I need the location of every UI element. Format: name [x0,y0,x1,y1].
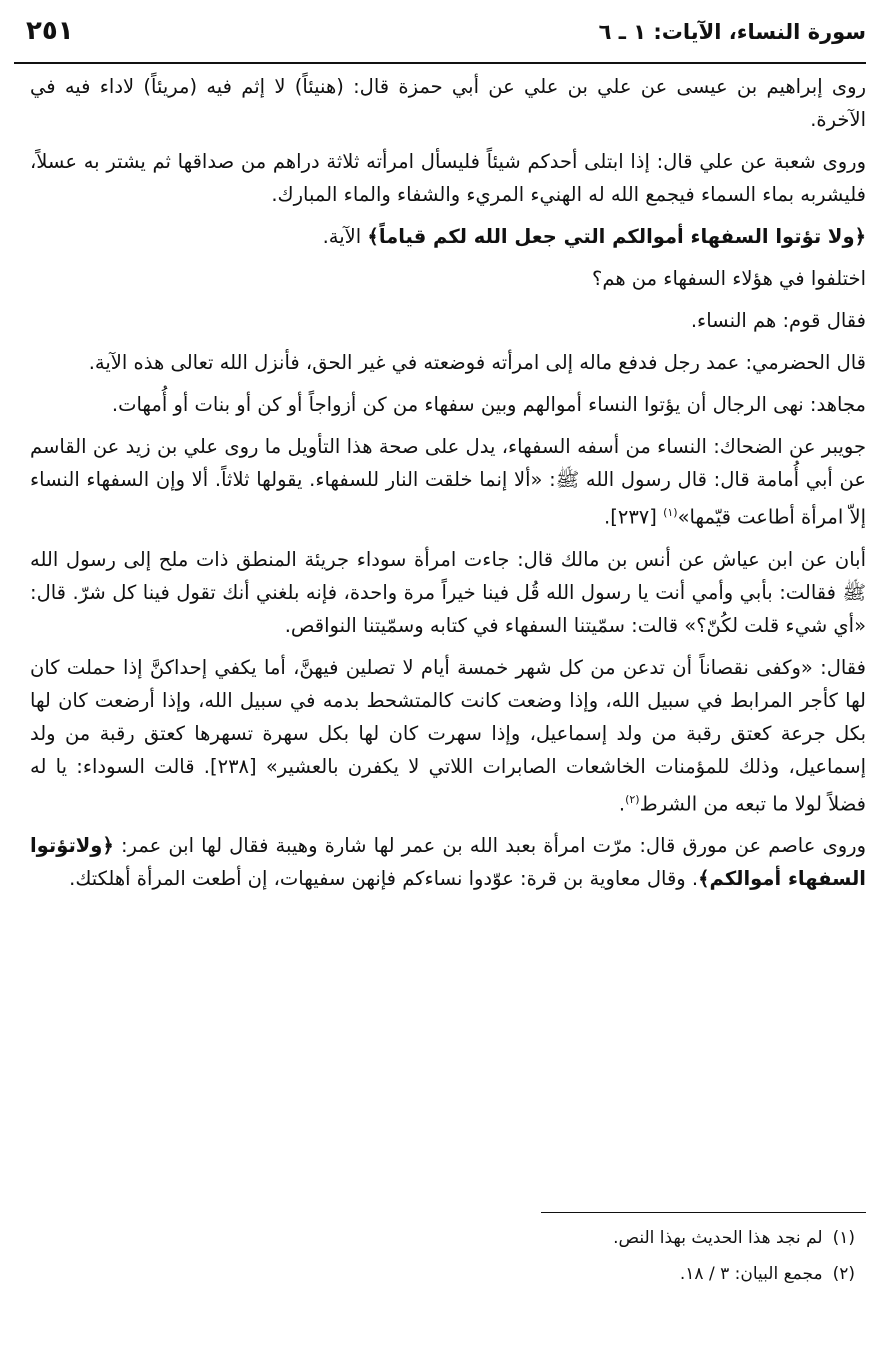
paragraph-text: . وقال معاوية بن قرة: عوّدوا نساءكم فإنهن سفيهات، إن أطعت المرأة أهلكتك. [69,867,699,890]
paragraph [30,543,866,642]
paragraph [30,145,866,211]
page-header [20,14,866,60]
quran-verse: ﴿ولا تؤتوا السفهاء أموالكم التي جعل الله لكم قياماً﴾ [367,225,866,248]
paragraph [30,262,866,295]
footnote-text: لم نجد هذا الحديث بهذا النص. [613,1228,823,1248]
footnote-number: (١) [832,1228,855,1248]
footnote-number: (٢) [832,1264,855,1284]
header-divider [14,62,866,64]
paragraph-text: وروى عاصم عن مورق قال: مرّت امرأة بعبد الله بن عمر لها شارة وهيبة فقال لها ابن عمر: [113,834,866,857]
paragraph [30,388,866,421]
paragraph-text: اختلفوا في هؤلاء السفهاء من هم؟ [592,267,866,290]
running-title: سورة النساء، الآيات: ١ ـ ٦ [598,20,866,44]
paragraph [30,220,866,253]
paragraph-text: وروى شعبة عن علي قال: إذا ابتلى أحدكم شيئاً فليسأل امرأته ثلاثة دراهم من صداقها ثم يشتر به عسلاً، فليشربه بماء السماء فيجمع الله له الهنيء المريء والشفاء والماء المبارك. [30,150,866,206]
paragraph [30,304,866,337]
paragraph-text: قال الحضرمي: عمد رجل فدفع ماله إلى امرأته فوضعته في غير الحق، فأنزل الله تعالى هذه الآية. [88,351,866,374]
footnote-text: مجمع البيان: ٣ / ١٨. [679,1264,823,1284]
paragraph [30,651,866,821]
main-text [30,70,866,904]
footnote-divider [541,1212,866,1213]
paragraph-text: أبان عن ابن عياش عن أنس بن مالك قال: جاءت امرأة سوداء جريئة المنطق ذات ملح إلى رسول الله ﷺ فقالت: بأبي وأمي أنت يا رسول الله قُل فينا خيراً مرة واحدة، فإنه بلغني أنك تقول فينا كل شرّ. قال: «أي شيء قلت لكُنّ؟» قالت: سمّيتنا السفهاء في كتابه وسمّيتنا النواقص. [30,547,866,637]
footnotes [35,1220,855,1292]
paragraph [30,346,866,379]
footnote-marker: (١) [663,506,678,519]
paragraph-text: فقال قوم: هم النساء. [690,309,866,332]
paragraph-text: [٢٣٧]. [604,505,664,529]
page-number: ٢٥١ [26,16,74,46]
footnote [35,1220,855,1256]
paragraph-text: . [618,792,626,815]
quran-verse: ﴿ولاتؤتوا السفهاء أموالكم﴾ [30,834,866,890]
footnote [35,1256,855,1292]
paragraph-text: مجاهد: نهى الرجال أن يؤتوا النساء أموالهم وبين سفهاء من كن أزواجاً أو كن أو بنات أو أُمهات. [111,393,866,416]
paragraph [30,430,866,534]
paragraph [30,829,866,895]
paragraph [30,70,866,136]
footnote-marker: (٢) [625,792,640,806]
paragraph-text: الآية. [322,225,368,248]
paragraph-text: فقال: «وكفى نقصاناً أن تدعن من كل شهر خمسة أيام لا تصلين فيهنَّ، أما يكفي إحداكنَّ إذا حملت كان لها كأجر المرابط في سبيل الله، وإذا وضعت كانت كالمتشحط بدمه في سبيل الله، وإذا أرضعت كان لها بكل جرعة كعتق رقبة من ولد إسماعيل، وإذا سهرت كان لها بكل سهرة تسهرها كعتق رقبة من ولد إسماعيل، وذلك للمؤمنات الخاشعات الصابرات اللاتي لا يكفرن بالعشير» [٢٣٨]. قالت السوداء: يا له فضلاً لولا ما تبعه من الشرط [30,655,866,815]
paragraph-text: روى إبراهيم بن عيسى عن علي بن علي عن أبي حمزة قال: (هنيئاً) لا إثم فيه (مريئاً) لاداء فيه في الآخرة. [30,75,866,131]
paragraph-text: جويبر عن الضحاك: النساء من أسفه السفهاء، يدل على صحة هذا التأويل ما روى علي بن زيد عن القاسم عن أبي أُمامة قال: قال رسول الله ﷺ: «ألا إنما خلقت النار للسفهاء. يقولها ثلاثاً. ألا وإن السفهاء النساء إلاّ امرأة أطاعت قيّمها» [30,435,866,529]
